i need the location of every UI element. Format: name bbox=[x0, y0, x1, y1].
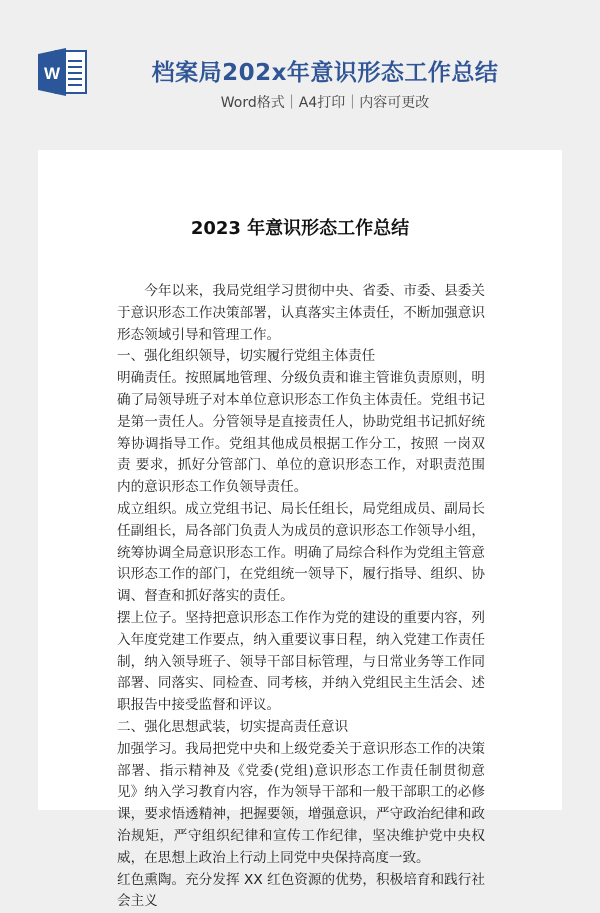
paragraph: 红色熏陶。充分发挥 XX 红色资源的优势，积极培育和践行社会主义 bbox=[117, 871, 485, 910]
page-title: 2023 年意识形态工作总结 bbox=[190, 218, 410, 239]
banner-subtitle: Word格式｜A4打印｜内容可更改 bbox=[220, 95, 430, 111]
paragraph: 成立组织。成立党组书记、局长任组长，局党组成员、副局长任副组长，局各部门负责人为成员的意识形态工作领导小组，统筹协调全局意识形态工作。明确了局综合科作为党组主管意识形态工作的部门，在党组统一领导下，履行指导、组织、协调、督查和抓好落实的责任。 bbox=[117, 500, 485, 605]
paragraph: 摆上位子。坚持把意识形态工作作为党的建设的重要内容，列入年度党建工作要点，纳入重要议事日程，纳入党建工作责任制，纳入领导班子、领导干部目标管理，与日常业务等工作同部署、同落实、同检查、同考核，并纳入党组民主生活会、述职报告中接受监督和评议。 bbox=[117, 609, 485, 714]
section-heading-1: 一、强化组织领导，切实履行党组主体责任 bbox=[117, 348, 376, 365]
banner-title: 档案局202x年意识形态工作总结 bbox=[151, 60, 499, 86]
paragraph-intro: 今年以来，我局党组学习贯彻中央、省委、市委、县委关于意识形态工作决策部署，认真落实主体责任，不断加强意识形态领域引导和管理工作。 bbox=[117, 283, 485, 343]
word-icon-letter: W bbox=[43, 64, 61, 83]
paragraph: 明确责任。按照属地管理、分级负责和谁主管谁负责原则，明确了局领导班子对本单位意识形态工作负主体责任。党组书记是第一责任人。分管领导是直接责任人，协助党组书记抓好统筹协调指导工作。党组其他成员根据工作分工，按照 一岗双责 要求，抓好分管部门、单位的意识形态工作，对职责范围内的意识形态工作负领导责任。 bbox=[117, 370, 485, 496]
document-body bbox=[117, 281, 485, 913]
paragraph: 加强学习。我局把党中央和上级党委关于意识形态工作的决策部署、指示精神及《党委(党组)意识形态工作责任制贯彻意见》纳入学习教育内容，作为领导干部和一般干部职工的必修课，要求悟透精神，把握要领，增强意识，严守政治纪律和政治规矩，严守组织纪律和宣传工作纪律，坚决维护党中央权威，在思想上政治上行动上同党中央保持高度一致。 bbox=[117, 740, 485, 866]
section-heading-2: 二、强化思想武装，切实提高责任意识 bbox=[117, 718, 349, 735]
document-page bbox=[38, 150, 562, 910]
